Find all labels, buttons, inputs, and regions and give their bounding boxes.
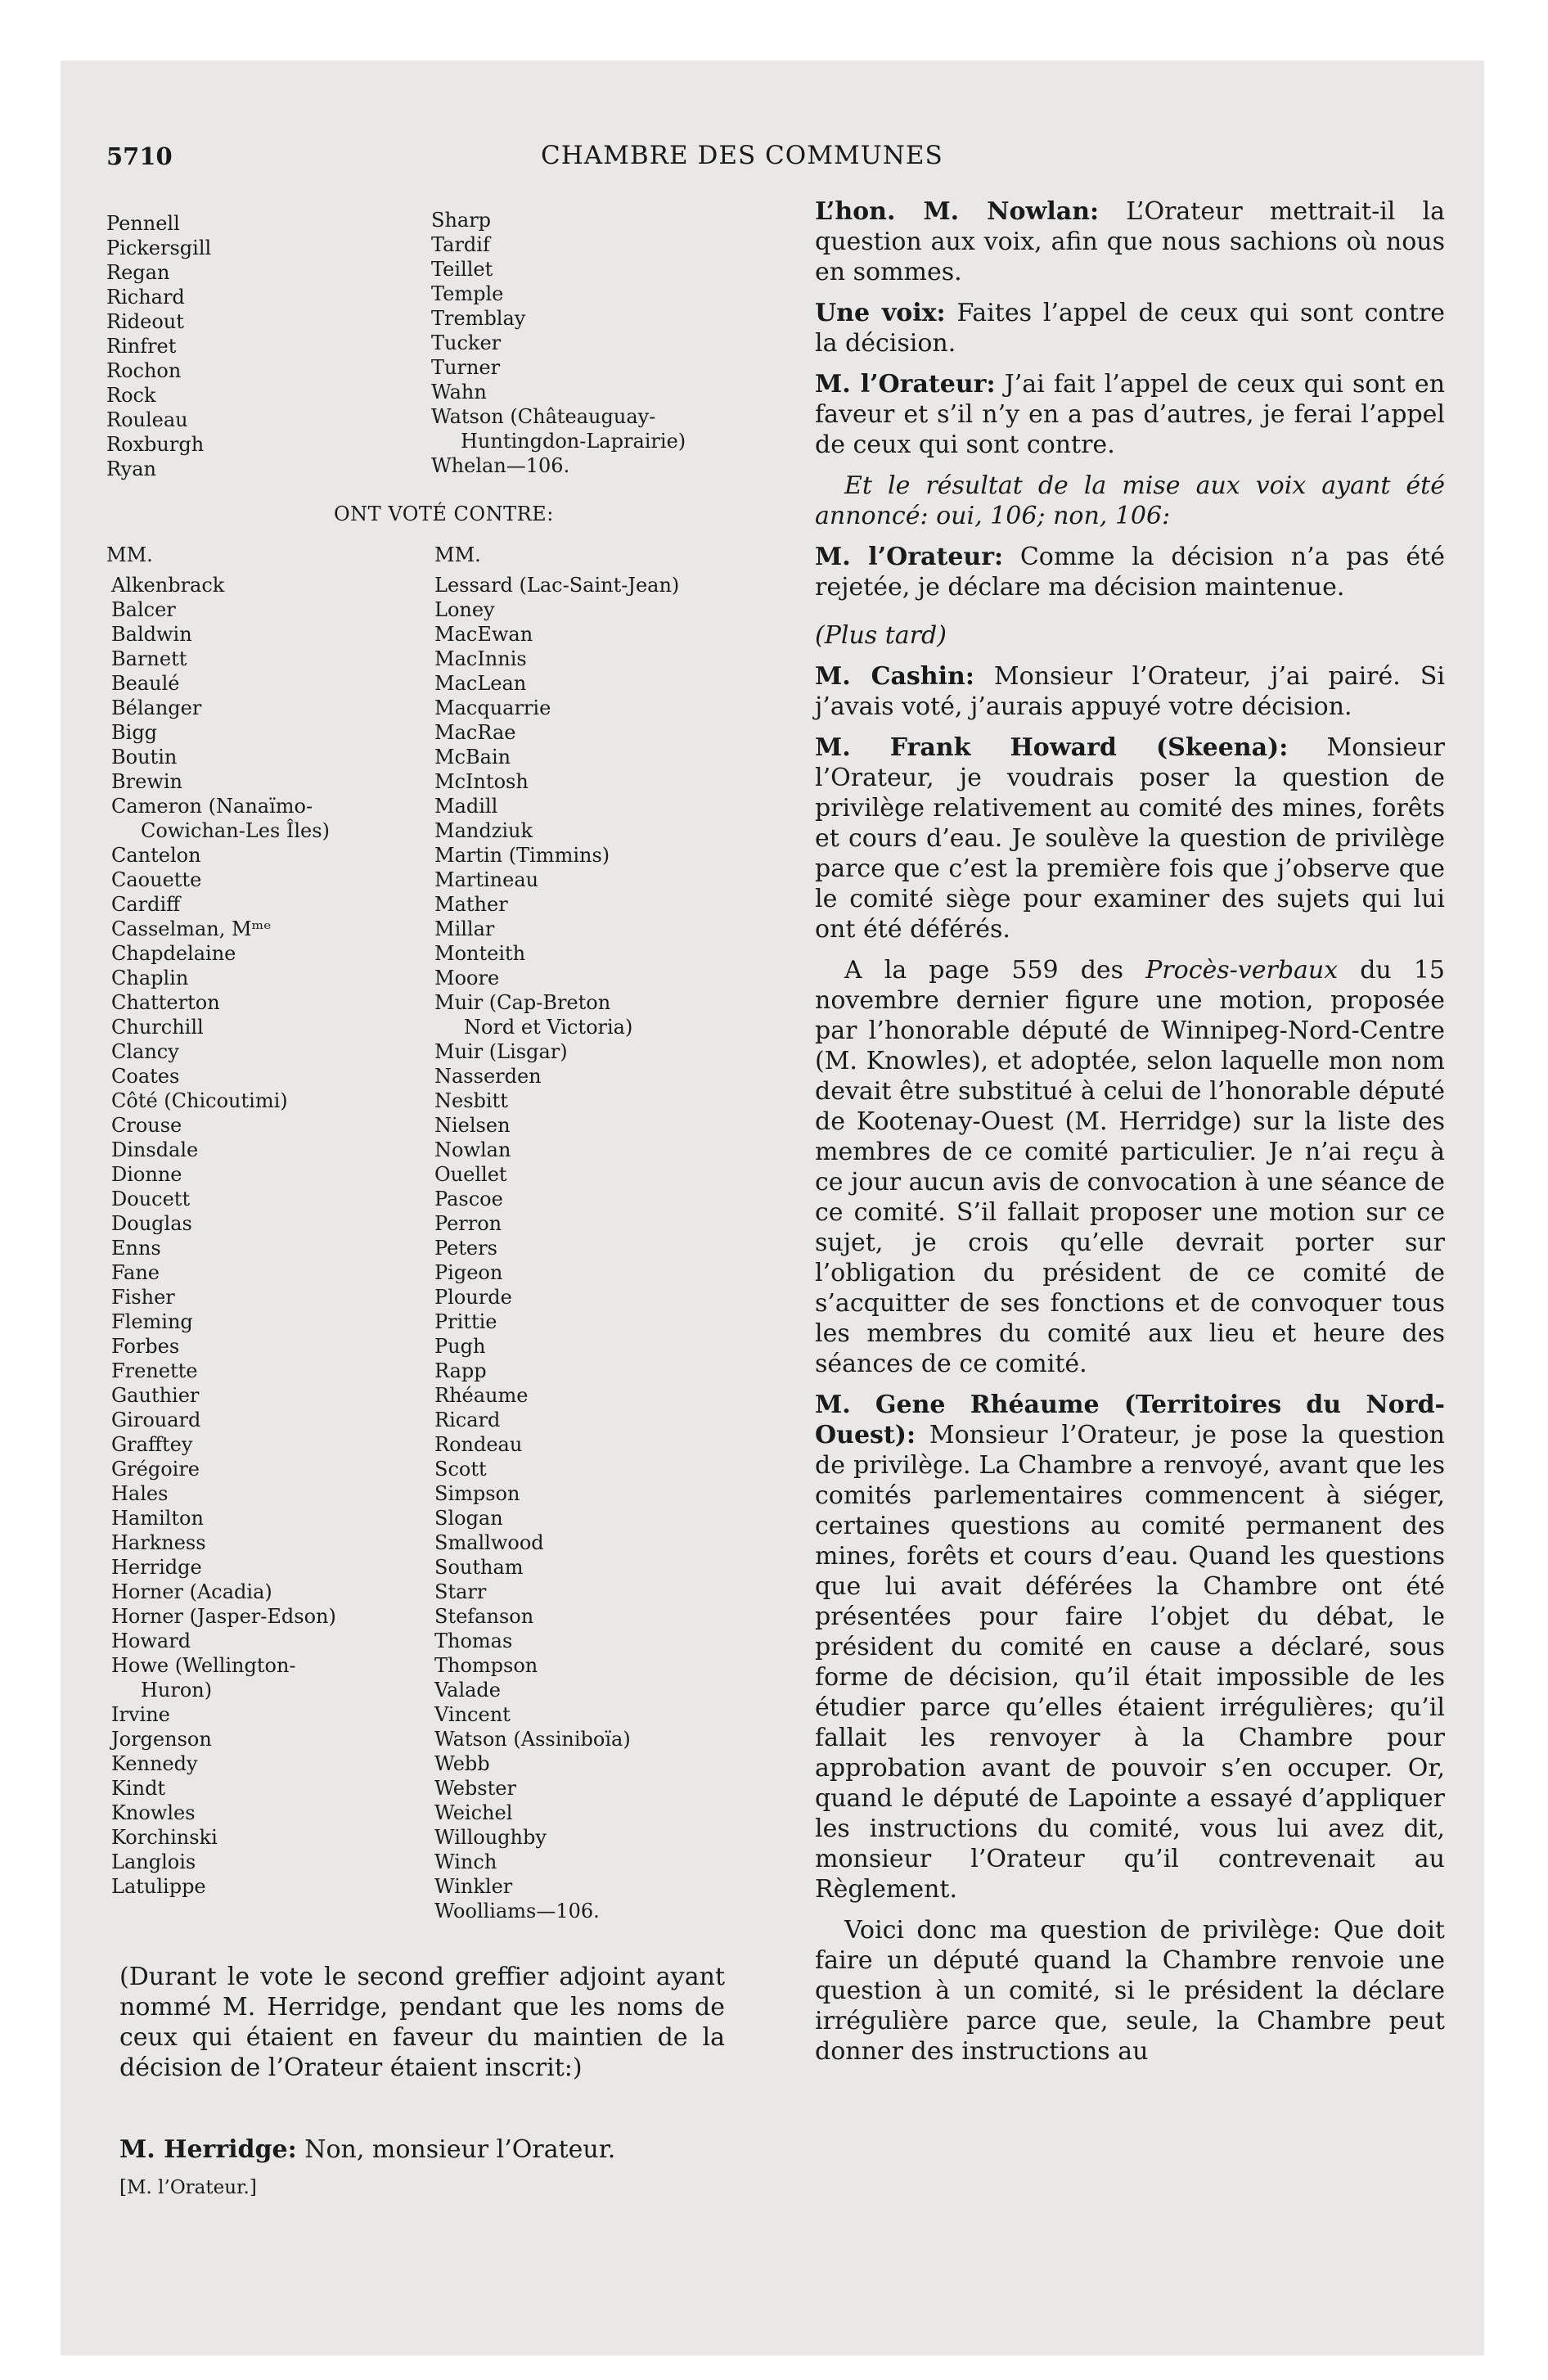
speech-orateur-1 [815,369,1445,460]
speech-text: du 15 novembre dernier figure une motion, proposée par l’honorable député de Winnipeg-Nord-Centre (M. Knowles), et adoptée, selon laquelle mon nom devait être substitué à celui de l’honorable député de Kootenay-Ouest (M. Herridge) sur la liste des membres de ce comité particulier. Je n’ai reçu à ce jour aucun avis de convocation à une séance de ce comité. S’il fallait proposer une motion sur ce sujet, je crois qu’elle devrait porter sur l’obligation du président de ce comité de s’acquitter de ses fonctions et de convoquer tous les membres du comité aux lieu et heure des séances de ce comité. [815,956,1445,1378]
member-name: Pigeon [434,1261,503,1284]
member-name: Rock [106,384,156,407]
member-name: Mather [434,893,508,916]
speech-rheaume [815,1390,1445,1904]
member-name: Herridge [111,1556,202,1579]
member-name: Mandziuk [434,819,533,842]
contre-heading: ONT VOTÉ CONTRE: [334,503,554,525]
member-name: Jorgenson [111,1728,212,1751]
member-name: Regan [106,261,170,284]
member-name: Beaulé [111,672,180,695]
member-name: Grégoire [111,1458,200,1481]
speech-text: Comme la décision n’a pas été rejetée, je déclare ma décision maintenue. [815,543,1445,602]
member-name: Dinsdale [111,1138,199,1161]
member-name: Woolliams—106. [434,1900,600,1922]
member-name: Pennell [106,212,180,235]
member-name: MacRae [434,721,516,744]
member-name: Chaplin [111,967,189,989]
clerk-note: (Durant le vote le second greffier adjoint ayant nommé M. Herridge, pendant que les noms de ceux qui étaient en faveur du maintien de la décision de l’Orateur étaient inscrit:) [119,1963,725,2082]
member-name: Scott [434,1458,487,1481]
member-name: Rinfret [106,335,177,358]
member-name: Cantelon [111,844,201,867]
member-name: Winch [434,1850,497,1873]
member-name: Kennedy [111,1752,198,1775]
member-name: Lessard (Lac-Saint-Jean) [434,574,680,597]
member-name: Macquarrie [434,696,551,719]
member-name: Langlois [111,1850,196,1873]
member-name: Pickersgill [106,237,212,259]
member-name: Baldwin [111,623,192,646]
speaker-name: M. Frank Howard (Skeena): [815,733,1289,762]
member-name: Gauthier [111,1384,200,1407]
member-name: Fane [111,1261,160,1284]
member-name: Hamilton [111,1507,204,1530]
speech-text: Monsieur l’Orateur, j’ai pairé. Si j’avais voté, j’aurais appuyé votre décision. [815,662,1445,721]
speech-text: J’ai fait l’appel de ceux qui sont en faveur et s’il n’y en a pas d’autres, je ferai l’appel de ceux qui sont contre. [815,370,1446,459]
member-name: Watson (Châteauguay- [431,405,656,428]
member-name: Tremblay [431,307,526,330]
member-name: Nowlan [434,1138,511,1161]
speech-rheaume-cont: Voici donc ma question de privilège: Que doit faire un député quand la Chambre renvoie une question à un comité, si le président la déclare irrégulière parce que, seule, la Chambre peut donner des instructions au [815,1916,1445,2066]
member-name: Fleming [111,1310,193,1333]
member-name: McBain [434,746,511,769]
speech-italic-text: Procès-verbaux [1145,956,1339,985]
member-name: Weichel [434,1801,513,1824]
member-name: Millar [434,917,495,940]
member-name: Grafftey [111,1433,193,1456]
member-name: Madill [434,795,498,818]
member-name: Rouleau [106,408,188,431]
speaker-name: L’hon. M. Nowlan: [815,197,1100,226]
member-name: Balcer [111,598,176,621]
member-name: Prittie [434,1310,497,1333]
member-name: Boutin [111,746,178,769]
member-name: Stefanson [434,1605,534,1628]
member-name: Doucett [111,1188,191,1210]
speech-text: L’Orateur mettrait-il la question aux voix, afin que nous sachions où nous en sommes. [815,197,1445,286]
mm-label-right: MM. [434,543,481,566]
speech-text: Monsieur l’Orateur, je voudrais poser la question de privilège relativement au comité des mines, forêts et cours d’eau. Je soulève la question de privilège parce que c’est la première fois que j’observe que le comité siège pour examiner des sujets qui lui ont été déférés. [815,733,1445,944]
member-name: Turner [431,356,501,379]
member-name: MacInnis [434,647,527,670]
member-name: Knowles [111,1801,196,1824]
member-name: Webster [434,1777,516,1800]
member-name: Richard [106,286,185,309]
member-name: Peters [434,1237,497,1260]
member-name: MacEwan [434,623,533,646]
speech-nowlan [815,196,1445,287]
member-name: Enns [111,1237,161,1260]
member-name: Rapp [434,1359,487,1382]
member-name: Plourde [434,1286,512,1309]
member-name: Bigg [111,721,158,744]
member-name: Cardiff [111,893,181,916]
member-name: Latulippe [111,1875,206,1898]
member-name: Frenette [111,1359,198,1382]
member-name: Caouette [111,868,202,891]
member-name: Valade [434,1679,501,1702]
member-name: Dionne [111,1163,182,1186]
member-name: Temple [431,282,504,305]
member-name: Chapdelaine [111,942,236,965]
member-name: Churchill [111,1016,204,1039]
member-name: Korchinski [111,1826,218,1849]
member-name: Smallwood [434,1531,544,1554]
member-name: Muir (Cap-Breton [434,991,611,1014]
member-name: Côté (Chicoutimi) [111,1089,288,1112]
member-name: Starr [434,1580,487,1603]
member-name: Ryan [106,458,156,480]
member-name: Loney [434,598,495,621]
member-name: Ouellet [434,1163,507,1186]
member-name: Slogan [434,1507,503,1530]
speaker-name: M. Herridge: [119,2135,297,2164]
member-name: Huron) [141,1679,213,1702]
member-name: Horner (Jasper-Edson) [111,1605,336,1628]
member-name: Martineau [434,868,539,891]
member-name: Perron [434,1212,502,1235]
speech-text: Faites l’appel de ceux qui sont contre la décision. [815,299,1445,358]
member-name: Barnett [111,647,187,670]
vote-pour-list-left [106,211,211,481]
member-name: Ricard [434,1409,501,1431]
member-name: Muir (Lisgar) [434,1040,568,1063]
running-head: CHAMBRE DES COMMUNES [541,141,943,170]
member-name: Thompson [434,1654,538,1677]
member-name: Pascoe [434,1188,503,1210]
member-name: Irvine [111,1703,170,1726]
member-name: Douglas [111,1212,192,1235]
statement-text: Non, monsieur l’Orateur. [296,2135,616,2164]
speaker-name: M. l’Orateur: [815,370,996,399]
speech-une-voix [815,298,1445,358]
member-name: Willoughby [434,1826,547,1849]
member-name: Forbes [111,1335,180,1358]
member-name: Wahn [431,381,487,403]
member-name: Thomas [434,1629,513,1652]
debate-column [815,196,1445,2077]
speaker-name: Une voix: [815,299,946,327]
speech-orateur-2 [815,542,1445,602]
member-name: Monteith [434,942,526,965]
member-name: Harkness [111,1531,206,1554]
herridge-statement [119,2134,725,2165]
member-name: Moore [434,967,500,989]
member-name: Fisher [111,1286,175,1309]
member-name: Winkler [434,1875,513,1898]
member-name: Rondeau [434,1433,523,1456]
member-name: Watson (Assiniboïa) [434,1728,631,1751]
speech-howard-cont [815,955,1445,1379]
speech-cashin [815,661,1445,722]
member-name: Nielsen [434,1114,511,1137]
member-name: Nesbitt [434,1089,508,1112]
member-name: Rideout [106,310,184,333]
speaker-name: M. Gene Rhéaume (Territoires du Nord-Ouest): [815,1391,1445,1449]
member-name: MacLean [434,672,527,695]
member-name: Webb [434,1752,490,1775]
vote-contre-list-right [434,573,679,1923]
mm-label-left: MM. [106,543,153,566]
member-name: Tardif [431,233,490,256]
member-name: Brewin [111,770,182,793]
speech-text: A la page 559 des [844,956,1146,985]
member-name: Coates [111,1065,180,1088]
member-name: Tucker [431,331,502,354]
member-name: Huntingdon-Laprairie) [461,430,686,453]
speech-text: Monsieur l’Orateur, je pose la question de privilège. La Chambre a renvoyé, avant que les comités parlementaires commencent à siéger, certaines questions au comité permanent des mines, forêts et cours d’eau. Quand les questions que lui avait déférées la Chambre ont été présentées pour faire l’objet du débat, le président du comité en cause a déclaré, sous forme de décision, qu’il était impossible de les étudier parce qu’elles étaient irrégulières; qu’il fallait les renvoyer à la Chambre pour approbation avant de pouvoir s’en occuper. Or, quand le député de Lapointe a essayé d’appliquer les instructions du comité, vous lui avez dit, monsieur l’Orateur qu’il contrevenait au Règlement. [815,1421,1445,1904]
page-number: 5710 [106,142,173,170]
member-name: Cameron (Nanaïmo- [111,795,313,818]
member-name: Nord et Victoria) [464,1016,633,1039]
member-name: Whelan—106. [431,454,570,477]
speaker-name: M. Cashin: [815,662,974,691]
member-name: Southam [434,1556,524,1579]
member-name: Cowichan-Les Îles) [141,819,330,842]
member-name: Sharp [431,209,492,232]
member-name: Pugh [434,1335,486,1358]
speech-howard [815,732,1445,944]
member-name: Kindt [111,1777,166,1800]
vote-contre-list-left [111,573,336,1899]
speaker-name: M. l’Orateur: [815,543,1004,571]
member-name: Rochon [106,359,182,382]
member-name: Casselman, Mᵐᵉ [111,917,272,940]
member-name: Alkenbrack [111,574,225,597]
member-name: Chatterton [111,991,220,1014]
later-note: (Plus tard) [815,621,947,650]
member-name: Martin (Timmins) [434,844,610,867]
member-name: Vincent [434,1703,511,1726]
member-name: Howard [111,1629,191,1652]
member-name: Bélanger [111,696,202,719]
member-name: Clancy [111,1040,179,1063]
vote-result-note: Et le résultat de la mise aux voix ayant été annoncé: oui, 106; non, 106: [815,471,1445,530]
member-name: Nasserden [434,1065,542,1088]
member-name: Crouse [111,1114,182,1137]
vote-pour-list-right [431,208,686,478]
member-name: Girouard [111,1409,201,1431]
member-name: Howe (Wellington- [111,1654,296,1677]
member-name: Teillet [431,258,493,281]
member-name: Hales [111,1482,169,1505]
footnote: [M. l’Orateur.] [119,2177,257,2198]
member-name: McIntosh [434,770,529,793]
member-name: Rhéaume [434,1384,529,1407]
member-name: Roxburgh [106,433,205,456]
member-name: Simpson [434,1482,520,1505]
member-name: Horner (Acadia) [111,1580,272,1603]
